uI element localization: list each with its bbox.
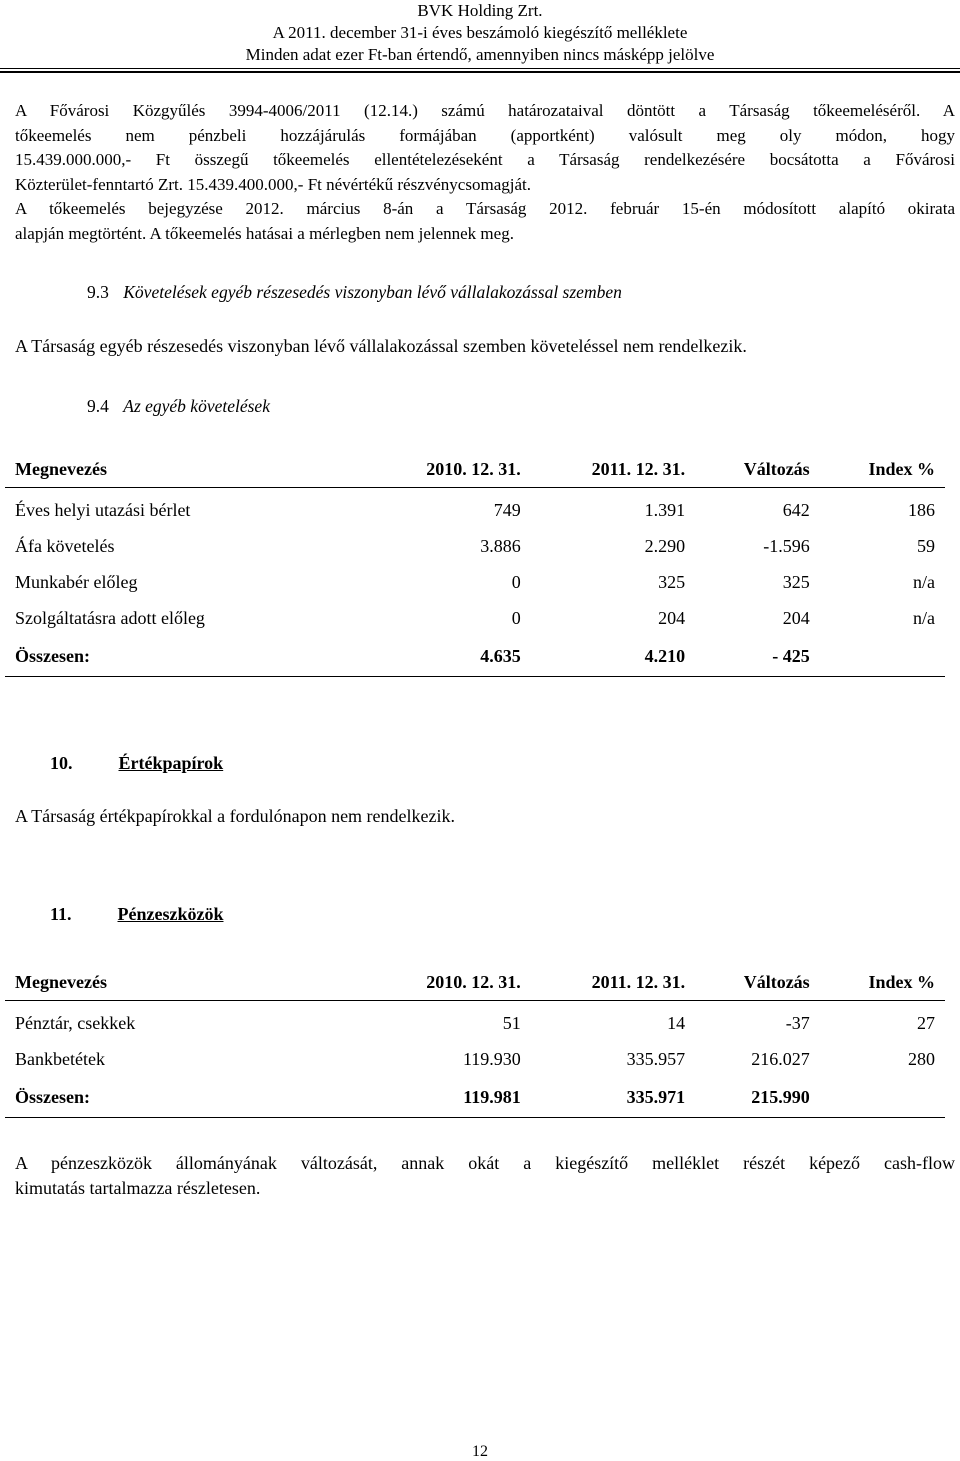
row-label: Éves helyi utazási bérlet [15,499,191,520]
intro-line: A tőkeemelés bejegyzése 2012. március 8-án a Társaság 2012. február 15-én módosított alapító okirata [15,199,955,218]
company-name: BVK Holding Zrt. [417,1,543,20]
row-label: Áfa követelés [15,535,115,556]
cell-value: 2.290 [644,535,686,556]
section-9-3-heading [87,282,622,303]
section-9-3-text: A Társaság egyéb részesedés viszonyban lévő vállalakozással szemben követeléssel nem rendelkezik. [15,336,747,356]
total-value: 215.990 [695,1077,820,1118]
cell-value: 186 [908,499,935,520]
section-title: Értékpapírok [118,753,224,773]
row-label: Munkabér előleg [15,571,138,592]
cell-value: 280 [908,1048,935,1069]
page-header [0,0,960,66]
cash-flow-note [15,1151,955,1201]
section-number: 9.4 [87,396,109,416]
page-number: 12 [472,1443,488,1460]
total-value: 119.981 [365,1077,531,1118]
column-header: Megnevezés [5,964,365,1001]
table-row [5,528,945,564]
column-header: 2011. 12. 31. [531,964,695,1001]
table-row [5,488,945,529]
units-note: Minden adat ezer Ft-ban értendő, amennyiben nincs másképp jelölve [245,45,715,64]
intro-line: tőkeemelés nem pénzbeli hozzájárulás formájában (apportként) valósult meg oly módon, hogy [15,125,955,145]
cell-value: 14 [667,1012,686,1033]
other-receivables-table [5,451,945,677]
total-label: Összesen: [5,636,365,677]
column-header: Megnevezés [5,451,365,488]
table-total-row [5,636,945,677]
cell-value: -1.596 [763,535,810,556]
total-value: 4.210 [531,636,695,677]
cell-value: 51 [502,1012,521,1033]
table-row [5,564,945,600]
section-9-4-heading [87,396,270,417]
table-row [5,1001,945,1042]
table-header-row [5,451,945,488]
cell-value: 335.957 [626,1048,686,1069]
cell-value: 27 [917,1012,935,1033]
table-row [5,600,945,636]
header-rule [0,68,960,69]
cash-table [5,964,945,1118]
total-label: Összesen: [5,1077,365,1118]
cell-value: n/a [913,607,935,628]
section-title: Követelések egyéb részesedés viszonyban lévő vállalakozással szemben [123,282,622,302]
section-11-heading [50,904,224,925]
cell-value: 642 [782,499,810,520]
total-value [820,1077,945,1118]
cell-value: 59 [917,535,935,556]
section-number: 10. [50,753,73,773]
cell-value: 325 [658,571,686,592]
cell-value: -37 [785,1012,810,1033]
table-total-row [5,1077,945,1118]
row-label: Bankbetétek [15,1048,105,1069]
column-header: Változás [695,451,820,488]
cell-value: 204 [782,607,810,628]
table-header-row [5,964,945,1001]
report-subtitle: A 2011. december 31-i éves beszámoló kiegészítő melléklete [272,23,688,42]
column-header: 2011. 12. 31. [531,451,695,488]
cell-value: 119.930 [462,1048,521,1069]
note-line: A pénzeszközök állományának változását, annak okát a kiegészítő melléklet részét képező cash-flow [15,1153,955,1173]
cell-value: 216.027 [751,1048,810,1069]
cell-value: 3.886 [480,535,521,556]
total-value [820,636,945,677]
table-row [5,1041,945,1077]
intro-line: alapján megtörtént. A tőkeemelés hatásai a mérlegben nem jelennek meg. [15,223,514,243]
cell-value: 1.391 [644,499,686,520]
column-header: Változás [695,964,820,1001]
section-title: Pénzeszközök [117,904,224,924]
intro-line: Közterület-fenntartó Zrt. 15.439.400.000,- Ft névértékű részvénycsomagját. [15,174,531,194]
total-value: 4.635 [365,636,531,677]
section-10-text: A Társaság értékpapírokkal a fordulónapon nem rendelkezik. [15,806,456,826]
cell-value: n/a [913,571,935,592]
note-line: kimutatás tartalmazza részletesen. [15,1178,261,1198]
intro-line: A Fővárosi Közgyűlés 3994-4006/2011 (12.14.) számú határozataival döntött a Társaság tőkeemeléséről. A [15,101,955,120]
header-rule-thick [0,71,960,73]
cell-value: 204 [658,607,686,628]
section-number: 9.3 [87,282,109,302]
section-10-heading [50,753,223,774]
column-header: Index % [820,964,945,1001]
cell-value: 325 [782,571,810,592]
column-header: 2010. 12. 31. [365,451,531,488]
row-label: Szolgáltatásra adott előleg [15,607,205,628]
cell-value: 749 [493,499,521,520]
intro-line: 15.439.000.000,- Ft összegű tőkeemelés ellentételezéseként a Társaság rendelkezésére bocsátotta a Fővárosi [15,150,955,169]
intro-paragraph [15,99,955,246]
total-value: - 425 [695,636,820,677]
column-header: 2010. 12. 31. [365,964,531,1001]
row-label: Pénztár, csekkek [15,1012,136,1033]
cell-value: 0 [511,571,521,592]
cell-value: 0 [511,607,521,628]
total-value: 335.971 [531,1077,695,1118]
section-number: 11. [50,904,72,924]
column-header: Index % [820,451,945,488]
section-title: Az egyéb követelések [123,396,270,416]
